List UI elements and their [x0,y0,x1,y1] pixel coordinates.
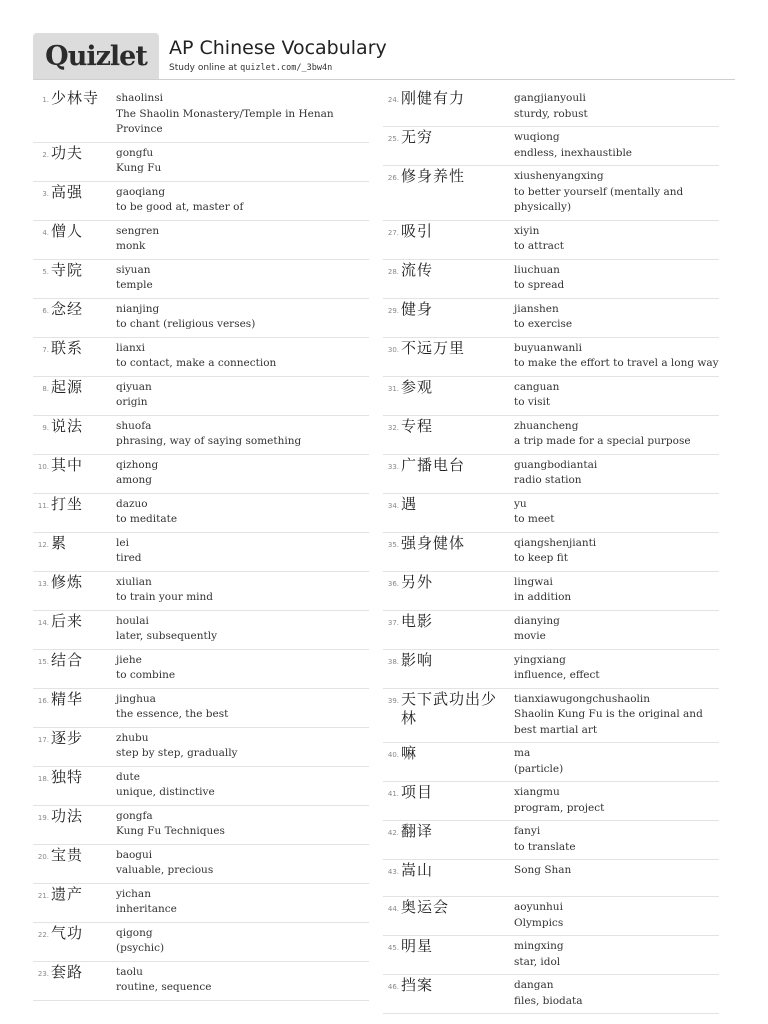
vocab-definition [116,884,369,922]
vocab-pinyin: liuchuan [514,263,560,276]
subtitle-prefix: Study online at [169,63,238,73]
vocab-meaning: sturdy, robust [514,107,588,120]
vocab-row [33,299,369,338]
vocab-number: 10. [37,462,49,471]
vocab-definition [116,338,369,376]
vocab-row [383,533,719,572]
vocab-meaning: to meet [514,513,555,525]
vocab-definition [514,936,719,974]
vocab-definition [116,689,369,727]
vocab-pinyin: gaoqiang [116,185,166,198]
vocab-meaning: to train your mind [116,591,214,603]
vocab-meaning: temple [116,279,153,291]
vocab-row [383,975,719,1014]
vocab-meaning: to attract [514,240,564,252]
vocab-definition [514,88,719,126]
vocab-term: 嵩山 [401,861,434,879]
vocab-term: 参观 [401,377,434,396]
vocab-term: 其中 [51,455,84,474]
vocab-pinyin: yichan [116,887,151,900]
vocab-pinyin: dangan [514,979,554,991]
vocab-term: 说法 [51,416,84,435]
vocab-row [383,494,719,533]
vocab-meaning: to exercise [514,318,573,330]
vocab-definition [514,166,719,220]
vocab-meaning: inheritance [116,903,177,915]
vocab-pinyin: xiushenyangxing [514,170,604,182]
vocab-pinyin: fanyi [514,825,541,837]
vocab-row [33,494,369,533]
vocab-meaning: unique, distinctive [116,786,215,798]
vocab-pinyin: lingwai [514,575,553,588]
vocab-term: 天下武功出少林 [401,689,498,727]
vocab-term: 修炼 [51,572,84,591]
vocab-number: 7. [42,345,49,354]
vocab-number: 2. [42,150,49,159]
vocab-pinyin: guangbodiantai [514,458,598,471]
vocab-number: 15. [37,657,49,666]
vocab-definition [514,221,719,259]
vocab-row [33,88,369,143]
vocab-row [383,88,719,127]
vocab-row [383,221,719,260]
vocab-row [33,182,369,221]
vocab-term: 套路 [51,962,84,981]
vocab-pinyin: gangjianyouli [514,92,586,104]
vocab-pinyin: xiulian [116,575,152,588]
vocab-definition [514,455,719,493]
vocab-pinyin: zhubu [116,731,149,744]
vocab-meaning: Kung Fu [116,162,162,174]
vocab-row [33,416,369,455]
vocab-meaning: Olympics [514,916,564,929]
vocab-number: 4. [42,228,49,237]
vocab-pinyin: nianjing [116,302,160,315]
vocab-meaning: endless, inexhaustible [514,146,633,159]
vocab-meaning: later, subsequently [116,630,218,642]
vocab-row [33,533,369,572]
vocab-number: 13. [37,579,49,588]
vocab-number: 45. [387,944,399,952]
vocab-meaning: to make the effort to travel a long way [514,357,719,369]
vocab-definition [116,728,369,766]
vocab-term: 健身 [401,299,434,318]
vocab-row [33,728,369,767]
vocab-row [383,689,719,744]
vocab-number: 41. [387,790,399,798]
vocab-pinyin: dute [116,770,140,783]
vocab-row [383,936,719,975]
vocab-pinyin: qiyuan [116,380,152,393]
vocab-term: 宝贵 [51,845,84,864]
page-title: AP Chinese Vocabulary [169,37,387,59]
vocab-row [33,767,369,806]
vocab-number: 18. [37,774,49,783]
vocab-number: 35. [387,540,399,549]
vocab-pinyin: qizhong [116,458,159,471]
vocab-number: 17. [37,735,49,744]
vocab-definition [514,689,719,743]
vocab-number: 8. [42,384,49,393]
quizlet-logo[interactable] [33,33,159,79]
vocab-number: 39. [387,696,399,705]
vocab-number: 34. [387,501,399,510]
vocab-pinyin: jinghua [116,692,156,705]
vocab-term: 刚健有力 [401,89,466,107]
vocab-number: 32. [387,423,399,432]
vocab-definition [514,338,719,376]
vocab-term: 遇 [401,494,418,513]
vocab-term: 结合 [51,650,84,669]
vocab-row [383,338,719,377]
vocab-term: 累 [51,533,68,552]
vocab-definition [116,182,369,220]
vocab-number: 12. [37,540,49,549]
vocab-definition [116,845,369,883]
vocab-definition [116,806,369,844]
vocab-pinyin: gongfu [116,146,154,159]
vocab-term: 嘛 [401,744,418,762]
vocab-definition [514,897,719,935]
vocab-pinyin: buyuanwanli [514,341,582,354]
vocab-meaning: to keep fit [514,552,568,564]
vocab-definition [116,377,369,415]
vocab-row [33,923,369,962]
vocab-meaning: to meditate [116,513,178,525]
vocab-number: 29. [387,306,399,315]
vocab-column-right [383,88,719,1014]
vocab-term: 僧人 [51,221,84,240]
vocab-meaning: to combine [116,669,176,681]
vocab-number: 31. [387,384,399,393]
vocab-number: 20. [37,852,49,861]
vocab-term: 寺院 [51,260,84,279]
vocab-row [383,611,719,650]
vocab-definition [116,533,369,571]
vocab-row [33,143,369,182]
vocab-pinyin: yingxiang [514,653,566,666]
vocab-definition [514,821,719,859]
vocab-number: 3. [42,189,49,198]
vocab-term: 流传 [401,260,434,279]
vocab-pinyin: siyuan [116,263,151,276]
vocab-meaning: to better yourself (mentally and physically) [514,185,684,213]
vocab-pinyin: xiangmu [514,786,560,798]
vocab-number: 6. [42,306,49,315]
vocab-meaning: Shaolin Kung Fu is the original and best martial art [514,708,703,736]
vocab-pinyin: wuqiong [514,131,560,143]
vocab-number: 19. [37,813,49,822]
vocab-row [33,611,369,650]
vocab-number: 27. [387,228,399,237]
vocab-pinyin: qigong [116,926,153,939]
vocab-row [383,897,719,936]
vocab-pinyin: canguan [514,380,560,393]
vocab-pinyin: gongfa [116,809,153,822]
vocab-term: 明星 [401,937,434,955]
vocab-row [33,572,369,611]
vocab-meaning: The Shaolin Monastery/Temple in Henan Province [116,107,334,135]
vocab-term: 遗产 [51,884,84,903]
vocab-row [33,689,369,728]
vocab-meaning: valuable, precious [116,864,214,876]
vocab-row [383,127,719,166]
vocab-meaning: in addition [514,591,572,603]
vocab-row [33,884,369,923]
vocab-row [383,166,719,221]
vocab-row [33,962,369,1001]
vocab-term: 后来 [51,611,84,630]
vocab-meaning: star, idol [514,955,561,968]
vocab-row [383,821,719,860]
vocab-meaning: (psychic) [116,942,165,954]
vocab-pinyin: sengren [116,224,160,237]
vocab-pinyin: mingxing [514,940,564,952]
vocab-definition [116,260,369,298]
vocab-definition [514,782,719,820]
vocab-number: 36. [387,579,399,588]
vocab-term: 电影 [401,611,434,630]
vocab-term: 功法 [51,806,84,825]
vocab-definition [116,221,369,259]
vocab-term: 少林寺 [51,89,100,107]
vocab-term: 功夫 [51,143,84,162]
vocab-row [33,338,369,377]
vocab-number: 23. [37,969,49,978]
vocab-number: 16. [37,696,49,705]
vocab-meaning: to be good at, master of [116,201,244,213]
vocab-meaning: step by step, gradually [116,747,238,759]
vocab-number: 46. [387,983,399,991]
vocab-pinyin: shuofa [116,419,152,432]
vocab-row [383,743,719,782]
vocab-meaning: to visit [514,396,551,408]
vocab-term: 强身健体 [401,533,466,552]
vocab-definition [116,962,369,1000]
vocab-meaning: phrasing, way of saying something [116,435,302,447]
vocab-number: 40. [387,751,399,759]
vocab-definition [514,975,719,1013]
vocab-number: 24. [387,96,399,104]
vocab-meaning: to translate [514,840,576,853]
vocab-pinyin: houlai [116,614,149,627]
vocab-number: 21. [37,891,49,900]
vocab-pinyin: Song Shan [514,864,572,876]
vocab-pinyin: jiehe [116,653,142,666]
vocab-definition [514,416,719,454]
set-url-link[interactable]: quizlet.com/_3bw4n [240,63,333,73]
vocab-pinyin: lei [116,536,129,549]
vocab-number: 42. [387,829,399,837]
vocab-number: 25. [387,135,399,143]
vocab-definition [116,611,369,649]
vocab-number: 43. [387,868,399,876]
vocab-row [383,572,719,611]
vocab-row [383,782,719,821]
vocab-pinyin: yu [514,497,527,510]
vocab-row [33,221,369,260]
vocab-definition [514,377,719,415]
vocab-row [383,860,719,897]
vocab-term: 独特 [51,767,84,786]
vocab-row [383,455,719,494]
vocab-meaning: among [116,474,153,486]
vocab-number: 26. [387,174,399,182]
vocab-row [33,260,369,299]
vocab-definition [116,923,369,961]
vocab-pinyin: tianxiawugongchushaolin [514,692,651,705]
vocab-meaning: influence, effect [514,669,600,681]
vocab-meaning: to chant (religious verses) [116,318,256,330]
vocab-definition [514,260,719,298]
vocab-definition [514,494,719,532]
vocab-pinyin: dianying [514,614,560,627]
vocab-term: 高强 [51,182,84,201]
vocab-meaning: radio station [514,474,582,486]
vocab-number: 38. [387,657,399,666]
vocab-definition [116,494,369,532]
vocab-pinyin: aoyunhui [514,901,563,913]
vocab-term: 项目 [401,783,434,801]
vocab-meaning: movie [514,630,546,642]
vocab-number: 1. [42,96,49,104]
vocab-meaning: routine, sequence [116,981,212,993]
vocab-number: 28. [387,267,399,276]
vocab-definition [116,299,369,337]
vocab-term: 逐步 [51,728,84,747]
vocab-row [33,377,369,416]
vocab-definition [116,88,369,142]
vocab-definition [116,572,369,610]
vocab-pinyin: taolu [116,965,143,978]
vocab-definition [116,143,369,181]
vocab-column-left [33,88,369,1001]
vocab-term: 气功 [51,923,84,942]
vocab-pinyin: jianshen [514,302,559,315]
vocab-definition [514,650,719,688]
vocab-row [383,377,719,416]
vocab-pinyin: dazuo [116,497,148,510]
vocab-meaning: files, biodata [514,994,583,1007]
vocab-definition [116,650,369,688]
vocab-meaning: monk [116,240,146,252]
vocab-term: 无穷 [401,128,434,146]
vocab-definition [514,743,719,781]
vocab-row [383,650,719,689]
vocab-pinyin: shaolinsi [116,92,163,104]
vocab-meaning: tired [116,552,142,564]
vocab-term: 起源 [51,377,84,396]
vocab-meaning: to spread [514,279,565,291]
vocab-number: 9. [42,423,49,432]
vocab-term: 影响 [401,650,434,669]
vocab-term: 翻译 [401,822,434,840]
vocab-definition [116,416,369,454]
vocab-meaning: a trip made for a special purpose [514,435,691,447]
vocab-number: 33. [387,462,399,471]
vocab-number: 5. [42,267,49,276]
vocab-pinyin: lianxi [116,341,146,354]
vocab-row [33,455,369,494]
vocab-pinyin: qiangshenjianti [514,536,597,549]
vocab-meaning: Kung Fu Techniques [116,825,225,837]
vocab-definition [514,127,719,165]
vocab-pinyin: ma [514,747,531,759]
vocab-term: 不远万里 [401,338,466,357]
vocab-term: 广播电台 [401,455,466,474]
vocab-meaning: origin [116,396,148,408]
vocab-term: 挡案 [401,976,434,994]
vocab-number: 37. [387,618,399,627]
vocab-term: 吸引 [401,221,434,240]
vocab-row [33,806,369,845]
vocab-definition [116,455,369,493]
vocab-meaning: program, project [514,801,605,814]
vocab-meaning: (particle) [514,762,564,775]
vocab-pinyin: baogui [116,848,153,861]
vocab-term: 修身养性 [401,167,466,185]
vocab-row [383,260,719,299]
page-subtitle [169,63,332,73]
vocab-term: 奥运会 [401,898,450,916]
vocab-term: 联系 [51,338,84,357]
vocab-term: 另外 [401,572,434,591]
vocab-term: 打坐 [51,494,84,513]
vocab-term: 精华 [51,689,84,708]
vocab-number: 30. [387,345,399,354]
vocab-number: 22. [37,930,49,939]
vocab-definition [514,533,719,571]
vocab-row [383,416,719,455]
vocab-pinyin: zhuancheng [514,419,579,432]
vocab-row [383,299,719,338]
logo-text: Quizlet [45,40,147,72]
vocab-definition [116,767,369,805]
vocab-definition [514,299,719,337]
vocab-pinyin: xiyin [514,224,540,237]
page-header [33,33,735,80]
vocab-meaning: to contact, make a connection [116,357,277,369]
vocab-definition [514,860,719,883]
vocab-term: 念经 [51,299,84,318]
vocab-row [33,845,369,884]
vocab-definition [514,572,719,610]
vocab-number: 44. [387,905,399,913]
vocab-term: 专程 [401,416,434,435]
vocab-definition [514,611,719,649]
vocab-number: 14. [37,618,49,627]
vocab-row [33,650,369,689]
vocab-number: 11. [37,501,49,510]
vocab-meaning: the essence, the best [116,708,229,720]
